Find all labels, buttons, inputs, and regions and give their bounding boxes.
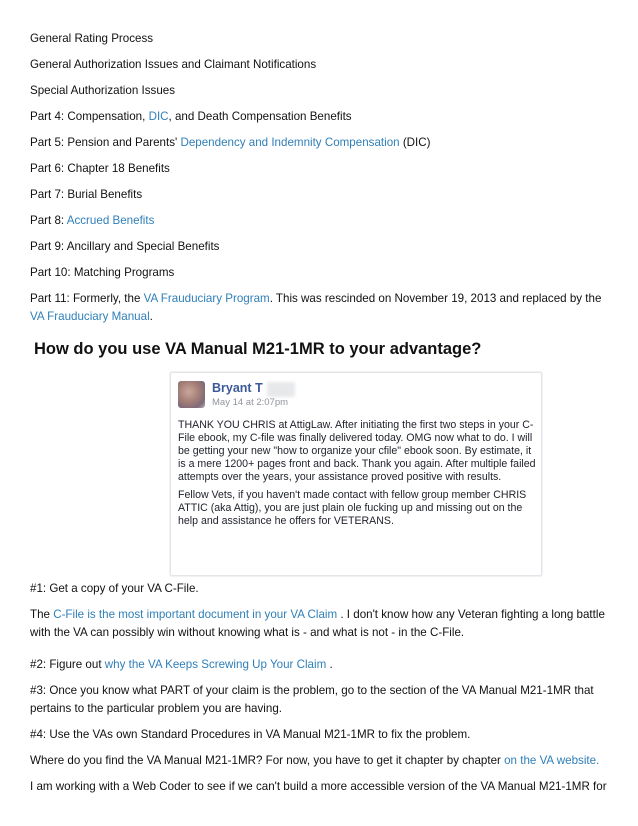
toc-part-10: Part 10: Matching Programs [30, 266, 175, 279]
step-1-heading: #1: Get a copy of your VA C-File. [30, 582, 199, 595]
screwing-up-claim-link[interactable]: why the VA Keeps Screwing Up Your Claim [104, 658, 327, 671]
post-paragraph: THANK YOU CHRIS at AttigLaw. After initiating the first two steps in your C-File ebook, my C-file was finally delivered today. OMG now what to do. I will be getting your new "how to organize your cfile" ebook soon. By estimate, it is a mere 1200+ pages front and back. Thank you again. After multiple failed attempts over the years, your assistance proved positive with results. [178, 419, 536, 483]
toc-part-9: Part 9: Ancillary and Special Benefits [30, 240, 220, 253]
section-heading: How do you use VA Manual M21-1MR to your advantage? [34, 340, 482, 358]
toc-part-5: Part 5: Pension and Parents' Dependency and Indemnity Compensation (DIC) [30, 136, 431, 149]
post-body [178, 419, 540, 533]
post-timestamp[interactable]: May 14 at 2:07pm [212, 397, 289, 408]
toc-part-7: Part 7: Burial Benefits [30, 188, 143, 201]
dependency-indemnity-link[interactable]: Dependency and Indemnity Compensation [180, 136, 400, 149]
va-website-link[interactable]: on the VA website. [504, 754, 600, 767]
toc-part-11: Part 11: Formerly, the VA Frauduciary Program. This was rescinded on November 19, 2013 and replaced by the VA Frauduciary Manual. [30, 292, 602, 323]
c-file-link[interactable]: C-File is the most important document in your VA Claim [53, 608, 338, 621]
toc-part-4: Part 4: Compensation, DIC, and Death Compensation Benefits [30, 110, 352, 123]
step-1-paragraph: The C-File is the most important document in your VA Claim . I don't know how any Veteran fighting a long battle with the VA can possibly win without knowing what is - and what is not - in the C-File. [30, 608, 605, 639]
toc-part-6: Part 6: Chapter 18 Benefits [30, 162, 170, 175]
step-2-heading: #2: Figure out why the VA Keeps Screwing Up Your Claim . [30, 658, 333, 671]
toc-special-authorization: Special Authorization Issues [30, 84, 176, 97]
toc-general-authorization: General Authorization Issues and Claimant Notifications [30, 58, 317, 71]
where-to-find-paragraph: Where do you find the VA Manual M21-1MR? For now, you have to get it chapter by chapter on the VA website. [30, 754, 600, 767]
toc-general-rating: General Rating Process [30, 32, 154, 45]
toc-part-8: Part 8: Accrued Benefits [30, 214, 155, 227]
frauduciary-manual-link[interactable]: VA Frauduciary Manual [30, 310, 150, 323]
web-coder-paragraph: I am working with a Web Coder to see if we can't build a more accessible version of the VA Manual M21-1MR for [30, 780, 607, 793]
frauduciary-program-link[interactable]: VA Frauduciary Program [143, 292, 270, 305]
dic-link[interactable]: DIC [148, 110, 169, 123]
accrued-benefits-link[interactable]: Accrued Benefits [66, 214, 155, 227]
name-redaction [267, 382, 295, 397]
avatar [178, 381, 205, 408]
facebook-post-screenshot [170, 372, 542, 576]
post-paragraph: Fellow Vets, if you haven't made contact with fellow group member CHRIS ATTIC (aka Attig), you are just plain ole fucking up and missing out on the help and assistance he offers for VETERANS. [178, 489, 527, 527]
step-3-paragraph: #3: Once you know what PART of your claim is the problem, go to the section of the VA Manual M21-1MR that pertains to the particular problem you are having. [30, 684, 594, 715]
poster-name[interactable]: Bryant T [212, 381, 263, 395]
step-4-heading: #4: Use the VAs own Standard Procedures in VA Manual M21-1MR to fix the problem. [30, 728, 471, 741]
